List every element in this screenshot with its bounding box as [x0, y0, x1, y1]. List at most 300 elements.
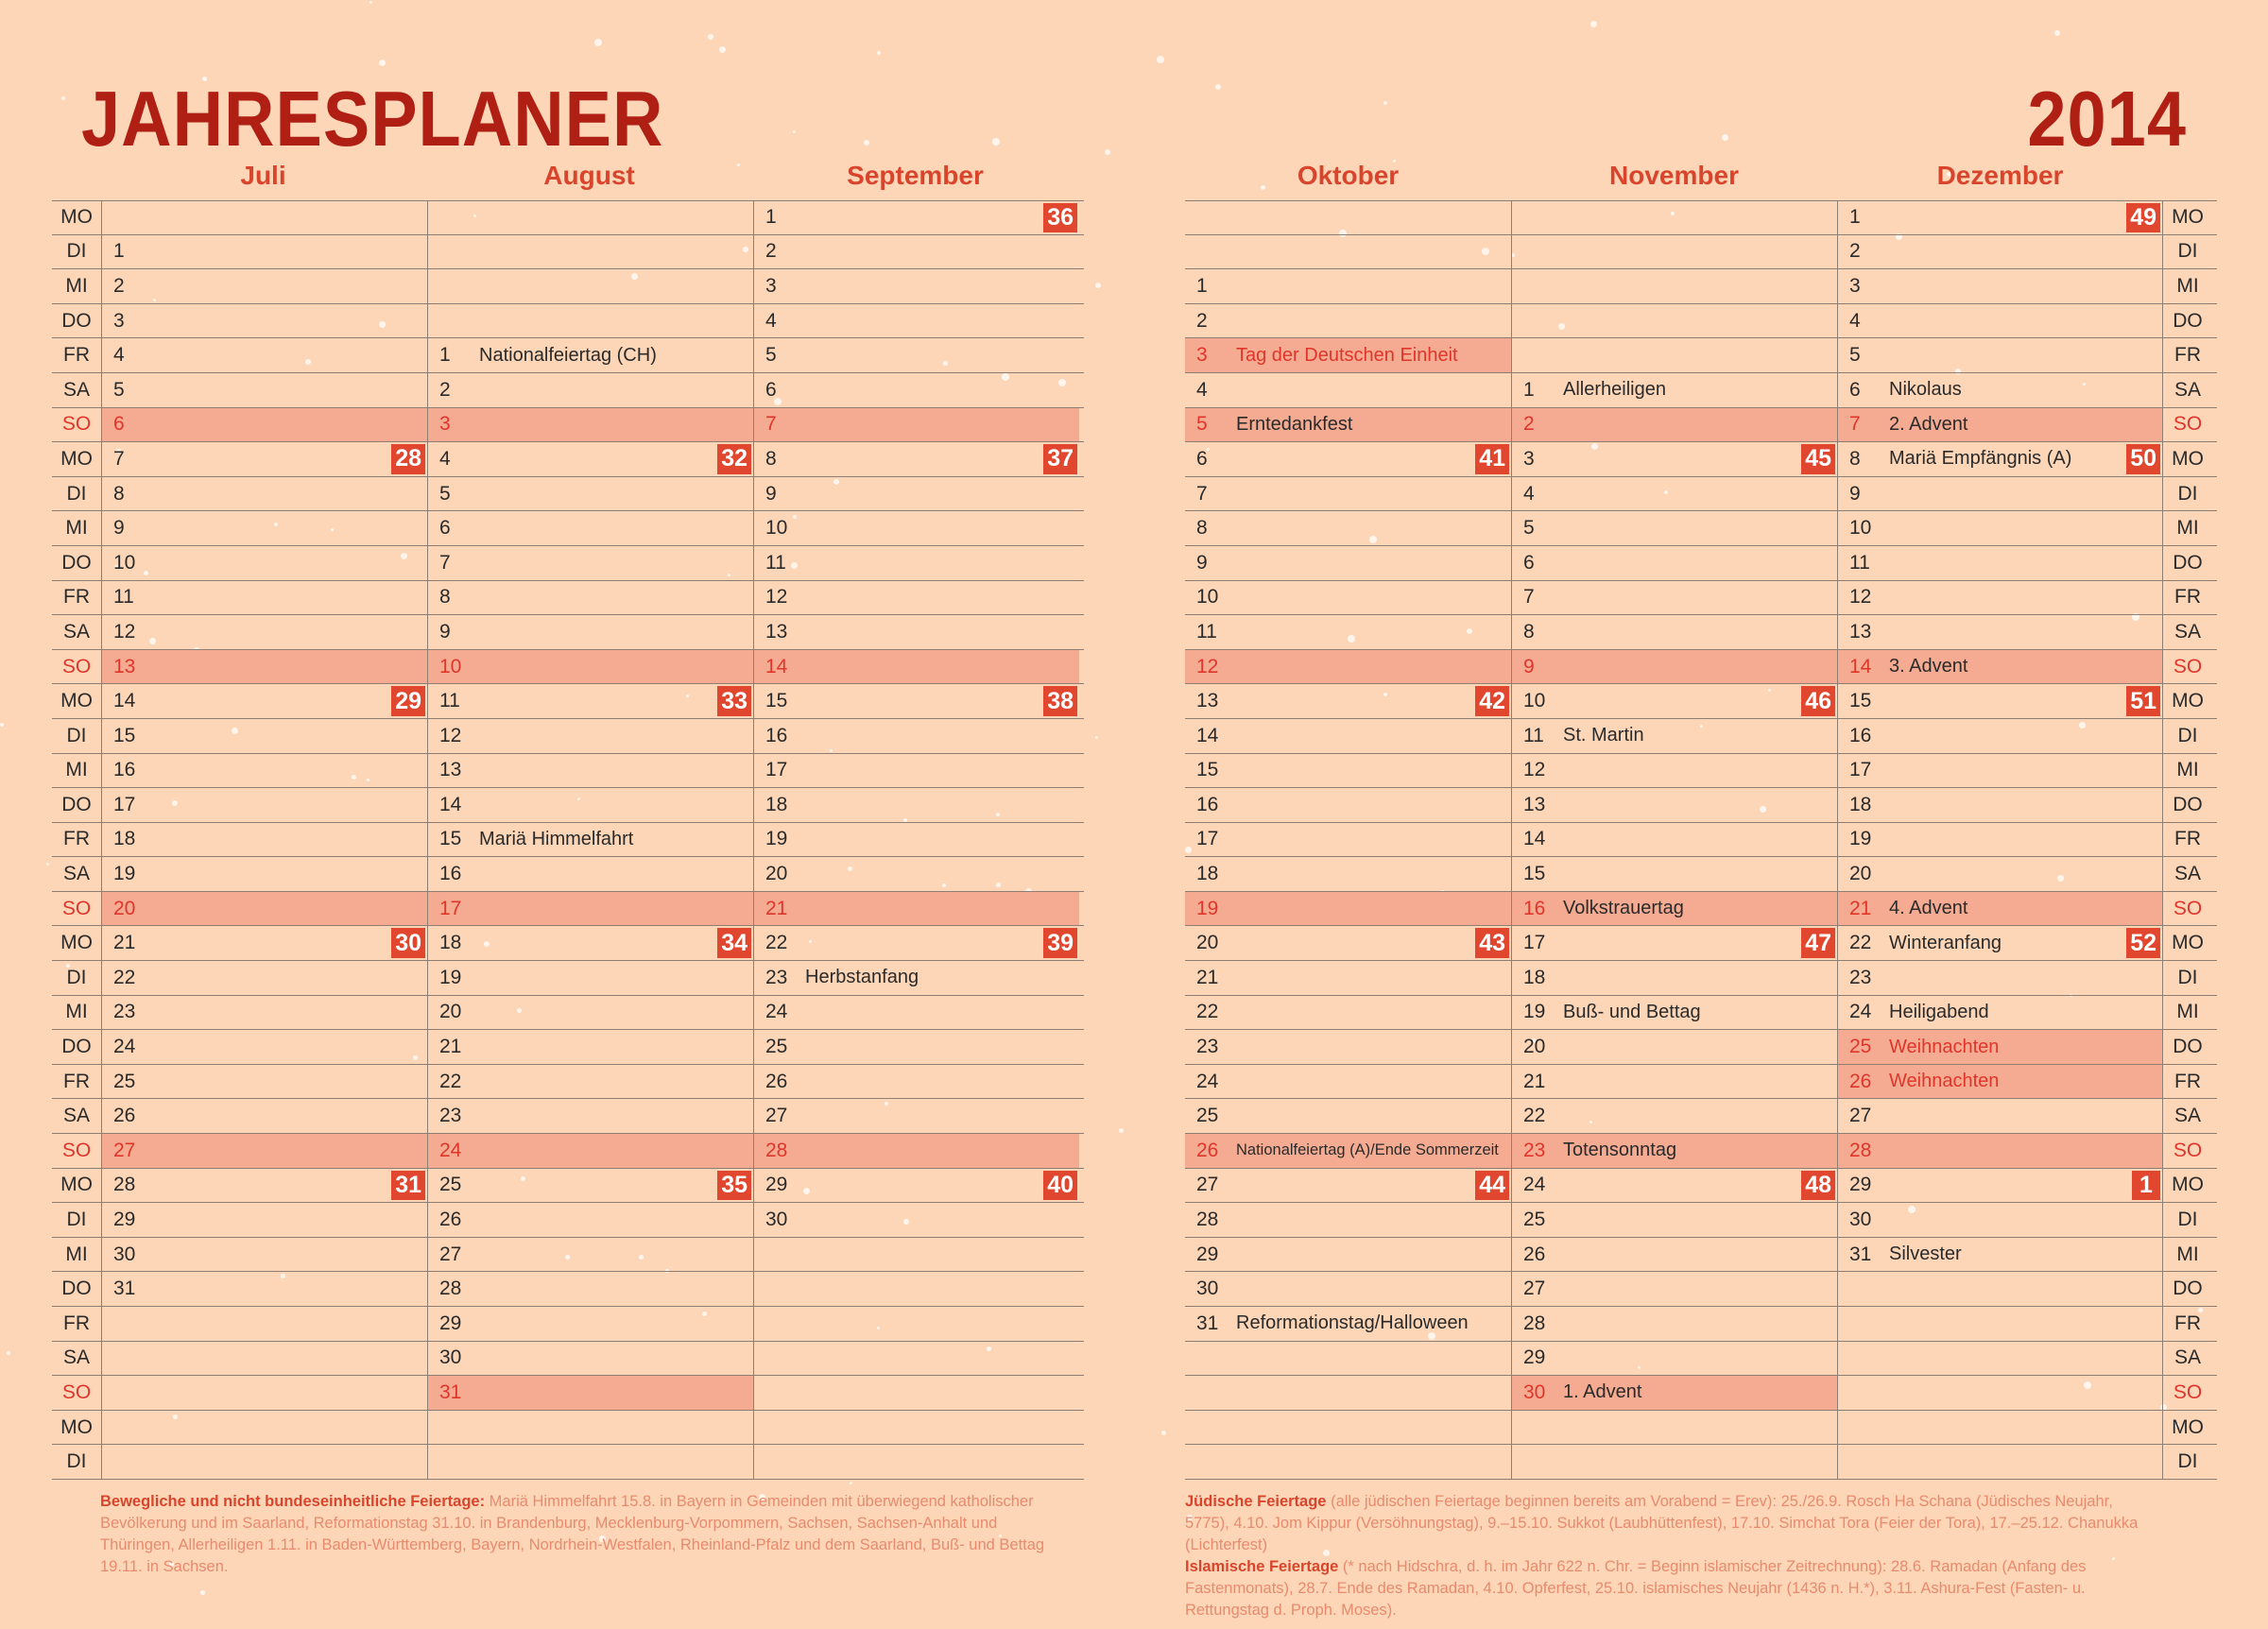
day-cell[interactable]	[1185, 1134, 1511, 1168]
day-cell[interactable]	[1837, 269, 2163, 303]
day-cell[interactable]	[101, 338, 427, 372]
day-cell[interactable]	[1837, 304, 2163, 338]
day-number: 28	[1523, 1312, 1546, 1334]
day-number: 29	[1196, 1243, 1219, 1265]
day-number: 14	[1849, 655, 1872, 677]
day-cell[interactable]	[753, 235, 1079, 269]
day-cell[interactable]	[1185, 201, 1511, 234]
day-number: 18	[1196, 863, 1219, 885]
weekday-label: MI	[2176, 517, 2199, 540]
weekday-label: MO	[2172, 932, 2204, 954]
day-cell[interactable]	[1837, 546, 2163, 580]
day-cell[interactable]	[753, 1065, 1079, 1099]
day-cell[interactable]	[1185, 926, 1511, 960]
day-cell[interactable]	[1511, 477, 1837, 511]
day-cell[interactable]	[753, 304, 1079, 338]
day-cell[interactable]	[753, 1376, 1079, 1410]
day-cell[interactable]	[1511, 1065, 1837, 1099]
calendar-row	[52, 200, 1084, 235]
weekday-label: FR	[2174, 828, 2201, 850]
day-cell[interactable]	[753, 546, 1079, 580]
day-cell[interactable]	[1511, 615, 1837, 649]
day-cell[interactable]	[427, 373, 753, 407]
day-cell[interactable]	[427, 581, 753, 615]
day-cell[interactable]	[1511, 823, 1837, 857]
day-cell[interactable]	[1511, 1342, 1837, 1376]
week-number-badge: 43	[1475, 928, 1509, 958]
day-number: 8	[765, 447, 777, 470]
day-cell[interactable]	[101, 926, 427, 960]
day-cell[interactable]	[1837, 719, 2163, 753]
day-cell[interactable]	[1185, 581, 1511, 615]
day-number: 7	[113, 447, 125, 470]
calendar-row	[1185, 511, 2217, 546]
day-cell[interactable]	[427, 477, 753, 511]
day-cell[interactable]	[1185, 1169, 1511, 1203]
day-cell[interactable]	[1511, 581, 1837, 615]
day-cell[interactable]	[753, 684, 1079, 718]
day-number: 27	[439, 1243, 462, 1265]
day-cell[interactable]	[427, 338, 753, 372]
day-cell[interactable]	[1837, 338, 2163, 372]
day-cell[interactable]	[427, 1238, 753, 1272]
day-cell[interactable]	[427, 684, 753, 718]
weekday-label: MO	[60, 932, 93, 954]
day-cell[interactable]	[1837, 581, 2163, 615]
day-number: 27	[113, 1139, 136, 1161]
day-cell[interactable]	[1837, 684, 2163, 718]
day-number: 16	[765, 724, 788, 746]
day-number: 9	[1196, 551, 1208, 574]
calendar-row	[1185, 442, 2217, 477]
day-cell[interactable]	[101, 1030, 427, 1064]
day-number: 14	[439, 793, 462, 815]
day-number: 26	[765, 1070, 788, 1092]
day-cell[interactable]	[101, 823, 427, 857]
day-cell[interactable]	[1511, 304, 1837, 338]
day-cell[interactable]	[1185, 1065, 1511, 1099]
day-cell[interactable]	[427, 823, 753, 857]
day-cell[interactable]	[427, 408, 753, 442]
day-cell[interactable]	[101, 511, 427, 545]
day-cell[interactable]	[427, 961, 753, 995]
day-number: 10	[113, 551, 136, 574]
day-cell[interactable]	[1185, 1099, 1511, 1133]
day-cell[interactable]	[753, 857, 1079, 891]
day-cell[interactable]	[753, 754, 1079, 788]
day-cell[interactable]	[753, 1445, 1079, 1479]
day-cell[interactable]	[753, 892, 1079, 926]
day-cell[interactable]	[1185, 442, 1511, 476]
day-cell[interactable]	[101, 961, 427, 995]
day-cell[interactable]	[1837, 1272, 2163, 1306]
calendar-row	[1185, 754, 2217, 789]
day-cell[interactable]	[1511, 684, 1837, 718]
day-cell[interactable]	[427, 201, 753, 234]
day-cell[interactable]	[1511, 546, 1837, 580]
day-cell[interactable]	[427, 269, 753, 303]
calendar-grid-left	[52, 200, 1084, 1480]
event-label: Heiligabend	[1889, 1001, 1989, 1022]
day-cell[interactable]	[1837, 650, 2163, 684]
day-cell[interactable]	[427, 1203, 753, 1237]
day-cell[interactable]	[753, 511, 1079, 545]
day-cell[interactable]	[427, 926, 753, 960]
day-cell[interactable]	[1185, 892, 1511, 926]
calendar-row	[1185, 373, 2217, 408]
day-cell[interactable]	[1511, 719, 1837, 753]
day-cell[interactable]	[1837, 1065, 2163, 1099]
day-cell[interactable]	[427, 1030, 753, 1064]
day-cell[interactable]	[1837, 1445, 2163, 1479]
day-number: 25	[439, 1174, 462, 1196]
day-cell[interactable]	[101, 546, 427, 580]
day-cell[interactable]	[101, 1238, 427, 1272]
day-number: 12	[439, 724, 462, 746]
calendar-row	[1185, 546, 2217, 581]
footnote-jewish-heading: Jüdische Feiertage	[1185, 1493, 1327, 1510]
day-number: 30	[1523, 1380, 1546, 1403]
day-cell[interactable]	[427, 1445, 753, 1479]
day-cell[interactable]	[1511, 961, 1837, 995]
day-cell[interactable]	[753, 477, 1079, 511]
day-cell[interactable]	[101, 1169, 427, 1203]
day-cell[interactable]	[753, 926, 1079, 960]
day-cell[interactable]	[753, 581, 1079, 615]
day-number: 29	[1523, 1346, 1546, 1369]
day-cell[interactable]	[101, 754, 427, 788]
day-cell[interactable]	[1837, 823, 2163, 857]
day-cell[interactable]	[101, 408, 427, 442]
day-cell[interactable]	[101, 615, 427, 649]
day-cell[interactable]	[427, 996, 753, 1030]
day-cell[interactable]	[1837, 1411, 2163, 1445]
day-cell[interactable]	[101, 857, 427, 891]
day-number: 24	[1523, 1174, 1546, 1196]
day-cell[interactable]	[101, 892, 427, 926]
day-cell[interactable]	[1511, 1238, 1837, 1272]
day-number: 4	[439, 447, 451, 470]
day-cell[interactable]	[1837, 615, 2163, 649]
day-cell[interactable]	[1837, 373, 2163, 407]
day-cell[interactable]	[753, 1307, 1079, 1341]
day-cell[interactable]	[1185, 1342, 1511, 1376]
day-cell[interactable]	[1837, 892, 2163, 926]
day-cell[interactable]	[753, 1342, 1079, 1376]
day-cell[interactable]	[427, 857, 753, 891]
day-cell[interactable]	[1511, 650, 1837, 684]
day-number: 5	[1196, 413, 1208, 436]
day-cell[interactable]	[753, 1169, 1079, 1203]
day-cell[interactable]	[101, 1134, 427, 1168]
day-cell[interactable]	[101, 788, 427, 822]
day-cell[interactable]	[753, 1238, 1079, 1272]
day-cell[interactable]	[1185, 477, 1511, 511]
day-cell[interactable]	[1185, 373, 1511, 407]
day-cell[interactable]	[753, 442, 1079, 476]
day-number: 22	[439, 1070, 462, 1092]
day-cell[interactable]	[1185, 1030, 1511, 1064]
day-cell[interactable]	[101, 1099, 427, 1133]
day-cell[interactable]	[1511, 996, 1837, 1030]
page-title: JAHRESPLANER	[81, 75, 664, 163]
day-cell[interactable]	[1185, 1376, 1511, 1410]
week-number-badge: 42	[1475, 686, 1509, 716]
day-cell[interactable]	[101, 996, 427, 1030]
day-number: 22	[1196, 1001, 1219, 1023]
week-number-badge: 46	[1801, 686, 1835, 716]
day-cell[interactable]	[753, 338, 1079, 372]
day-cell[interactable]	[1185, 754, 1511, 788]
day-cell[interactable]	[1511, 1272, 1837, 1306]
day-cell[interactable]	[753, 615, 1079, 649]
day-cell[interactable]	[1837, 1342, 2163, 1376]
calendar-row	[1185, 961, 2217, 996]
day-cell[interactable]	[1185, 1203, 1511, 1237]
day-cell[interactable]	[427, 235, 753, 269]
day-cell[interactable]	[427, 1065, 753, 1099]
day-cell[interactable]	[1837, 1203, 2163, 1237]
weekday-label: FR	[63, 344, 90, 367]
day-cell[interactable]	[753, 650, 1079, 684]
day-cell[interactable]	[1185, 1307, 1511, 1341]
day-cell[interactable]	[1185, 650, 1511, 684]
event-label: Volkstrauertag	[1563, 898, 1684, 919]
day-cell[interactable]	[753, 1411, 1079, 1445]
day-cell[interactable]	[427, 511, 753, 545]
day-cell[interactable]	[1837, 477, 2163, 511]
day-cell[interactable]	[753, 373, 1079, 407]
day-cell[interactable]	[427, 442, 753, 476]
day-cell[interactable]	[427, 1169, 753, 1203]
day-cell[interactable]	[101, 304, 427, 338]
day-cell[interactable]	[1185, 823, 1511, 857]
day-cell[interactable]	[1511, 1169, 1837, 1203]
day-cell[interactable]	[101, 1376, 427, 1410]
day-cell[interactable]	[101, 1272, 427, 1306]
calendar-row	[52, 1099, 1084, 1134]
day-cell[interactable]	[1511, 1445, 1837, 1479]
day-number: 6	[765, 378, 777, 401]
week-number-badge: 33	[717, 686, 751, 716]
day-cell[interactable]	[1837, 235, 2163, 269]
day-cell[interactable]	[1185, 719, 1511, 753]
event-label: 4. Advent	[1889, 898, 1968, 919]
day-cell[interactable]	[1511, 269, 1837, 303]
day-cell[interactable]	[101, 235, 427, 269]
day-cell[interactable]	[427, 1411, 753, 1445]
day-cell[interactable]	[1511, 926, 1837, 960]
day-cell[interactable]	[101, 1342, 427, 1376]
day-cell[interactable]	[101, 477, 427, 511]
footnote-jewish-text: (alle jüdischen Feiertage beginnen bereits am Vorabend = Erev): 25./26.9. Rosch Ha Schana (Jüdisches Neujahr, 5775), 4.10. Jom Kippur (Versöhnungstag), 9.–15.10. Sukkot (Laubhüttenfest), 17.10. Simchat Tora (Feier der Tora), 17.–25.12. Chanukka (Lichterfest)	[1185, 1493, 2139, 1553]
day-cell[interactable]	[753, 1203, 1079, 1237]
day-cell[interactable]	[101, 650, 427, 684]
day-cell[interactable]	[1837, 511, 2163, 545]
day-cell[interactable]	[1185, 269, 1511, 303]
day-cell[interactable]	[1837, 788, 2163, 822]
day-cell[interactable]	[427, 1376, 753, 1410]
day-cell[interactable]	[101, 373, 427, 407]
day-cell[interactable]	[101, 1203, 427, 1237]
day-cell[interactable]	[427, 650, 753, 684]
event-label: Weihnachten	[1889, 1036, 2000, 1057]
day-cell[interactable]	[101, 719, 427, 753]
day-cell[interactable]	[753, 408, 1079, 442]
day-cell[interactable]	[1185, 1272, 1511, 1306]
day-number: 19	[1196, 897, 1219, 919]
event-label: Mariä Empfängnis (A)	[1889, 448, 2072, 470]
day-cell[interactable]	[753, 996, 1079, 1030]
day-cell[interactable]	[1185, 1445, 1511, 1479]
day-cell[interactable]	[1837, 1099, 2163, 1133]
day-cell[interactable]	[1511, 338, 1837, 372]
day-number: 21	[1523, 1070, 1546, 1092]
day-cell[interactable]	[427, 1099, 753, 1133]
day-cell[interactable]	[101, 1065, 427, 1099]
day-cell[interactable]	[1185, 304, 1511, 338]
day-cell[interactable]	[1511, 235, 1837, 269]
day-cell[interactable]	[1837, 201, 2163, 234]
day-cell[interactable]	[101, 269, 427, 303]
day-cell[interactable]	[1185, 615, 1511, 649]
day-cell[interactable]	[1185, 235, 1511, 269]
day-cell[interactable]	[1511, 754, 1837, 788]
weekday-label: SO	[61, 655, 92, 677]
day-cell[interactable]	[427, 892, 753, 926]
day-cell[interactable]	[427, 719, 753, 753]
day-cell[interactable]	[753, 823, 1079, 857]
day-number: 10	[1196, 586, 1219, 609]
calendar-row	[52, 477, 1084, 512]
day-cell[interactable]	[427, 546, 753, 580]
day-cell[interactable]	[1837, 1169, 2163, 1203]
day-number: 8	[439, 586, 451, 609]
day-cell[interactable]	[1185, 1411, 1511, 1445]
day-cell[interactable]	[1511, 1411, 1837, 1445]
day-cell[interactable]	[753, 788, 1079, 822]
day-cell[interactable]	[1837, 408, 2163, 442]
day-cell[interactable]	[427, 1272, 753, 1306]
day-cell[interactable]	[1837, 857, 2163, 891]
day-cell[interactable]	[427, 615, 753, 649]
day-cell[interactable]	[1185, 338, 1511, 372]
day-cell[interactable]	[427, 1134, 753, 1168]
day-cell[interactable]	[427, 1342, 753, 1376]
day-cell[interactable]	[1185, 857, 1511, 891]
day-cell[interactable]	[1185, 996, 1511, 1030]
day-cell[interactable]	[1837, 961, 2163, 995]
day-cell[interactable]	[1837, 1030, 2163, 1064]
day-cell[interactable]	[101, 1307, 427, 1341]
day-cell[interactable]	[1511, 1099, 1837, 1133]
day-cell[interactable]	[753, 1134, 1079, 1168]
week-number-badge: 35	[717, 1171, 751, 1201]
day-cell[interactable]	[1185, 684, 1511, 718]
calendar-row	[1185, 1307, 2217, 1342]
day-cell[interactable]	[1837, 996, 2163, 1030]
day-cell[interactable]	[101, 201, 427, 234]
day-cell[interactable]	[1511, 511, 1837, 545]
day-cell[interactable]	[753, 719, 1079, 753]
day-cell[interactable]	[753, 1272, 1079, 1306]
day-number: 13	[765, 620, 788, 643]
event-label: Tag der Deutschen Einheit	[1236, 344, 1458, 366]
day-cell[interactable]	[1511, 442, 1837, 476]
day-number: 7	[1523, 586, 1535, 609]
day-cell[interactable]	[1511, 201, 1837, 234]
day-cell[interactable]	[753, 201, 1079, 234]
day-number: 13	[113, 655, 136, 677]
day-cell[interactable]	[1837, 1307, 2163, 1341]
day-cell[interactable]	[1511, 373, 1837, 407]
day-cell[interactable]	[1511, 892, 1837, 926]
day-number: 20	[1196, 932, 1219, 954]
day-cell[interactable]	[1185, 788, 1511, 822]
day-cell[interactable]	[427, 304, 753, 338]
day-number: 19	[1523, 1001, 1546, 1023]
day-cell[interactable]	[1185, 961, 1511, 995]
weekday-label: MO	[60, 1174, 93, 1196]
day-cell[interactable]	[1511, 1307, 1837, 1341]
day-number: 5	[1849, 344, 1861, 367]
day-cell[interactable]	[427, 754, 753, 788]
day-cell[interactable]	[753, 1030, 1079, 1064]
day-cell[interactable]	[1511, 857, 1837, 891]
day-cell[interactable]	[101, 1411, 427, 1445]
day-number: 5	[113, 378, 125, 401]
weekday-label: FR	[2174, 1070, 2201, 1092]
calendar-row	[52, 684, 1084, 719]
weekday-label: DI	[66, 724, 87, 746]
day-cell[interactable]	[101, 684, 427, 718]
day-cell[interactable]	[427, 788, 753, 822]
day-cell[interactable]	[1837, 442, 2163, 476]
weekday-label: SO	[61, 897, 92, 919]
weekday-label: MO	[60, 1415, 93, 1438]
day-number: 4	[1523, 482, 1535, 505]
day-cell[interactable]	[1511, 408, 1837, 442]
day-cell[interactable]	[1185, 546, 1511, 580]
day-number: 29	[113, 1209, 136, 1231]
day-cell[interactable]	[101, 1445, 427, 1479]
weekday-label: SA	[2174, 863, 2201, 885]
day-cell[interactable]	[1837, 1134, 2163, 1168]
day-cell[interactable]	[1511, 1134, 1837, 1168]
day-cell[interactable]	[101, 581, 427, 615]
day-cell[interactable]	[1837, 1376, 2163, 1410]
day-cell[interactable]	[1511, 1203, 1837, 1237]
day-cell[interactable]	[1837, 754, 2163, 788]
day-cell[interactable]	[1185, 511, 1511, 545]
day-cell[interactable]	[1185, 408, 1511, 442]
day-cell[interactable]	[1511, 788, 1837, 822]
day-cell[interactable]	[1837, 1238, 2163, 1272]
day-cell[interactable]	[753, 269, 1079, 303]
day-cell[interactable]	[101, 442, 427, 476]
day-cell[interactable]	[427, 1307, 753, 1341]
day-number: 29	[439, 1312, 462, 1334]
day-cell[interactable]	[1837, 926, 2163, 960]
day-cell[interactable]	[753, 1099, 1079, 1133]
month-header: September	[847, 161, 984, 190]
day-cell[interactable]	[1511, 1376, 1837, 1410]
day-number: 16	[439, 863, 462, 885]
day-cell[interactable]	[753, 961, 1079, 995]
day-cell[interactable]	[1511, 1030, 1837, 1064]
day-number: 11	[1196, 620, 1217, 643]
day-cell[interactable]	[1185, 1238, 1511, 1272]
